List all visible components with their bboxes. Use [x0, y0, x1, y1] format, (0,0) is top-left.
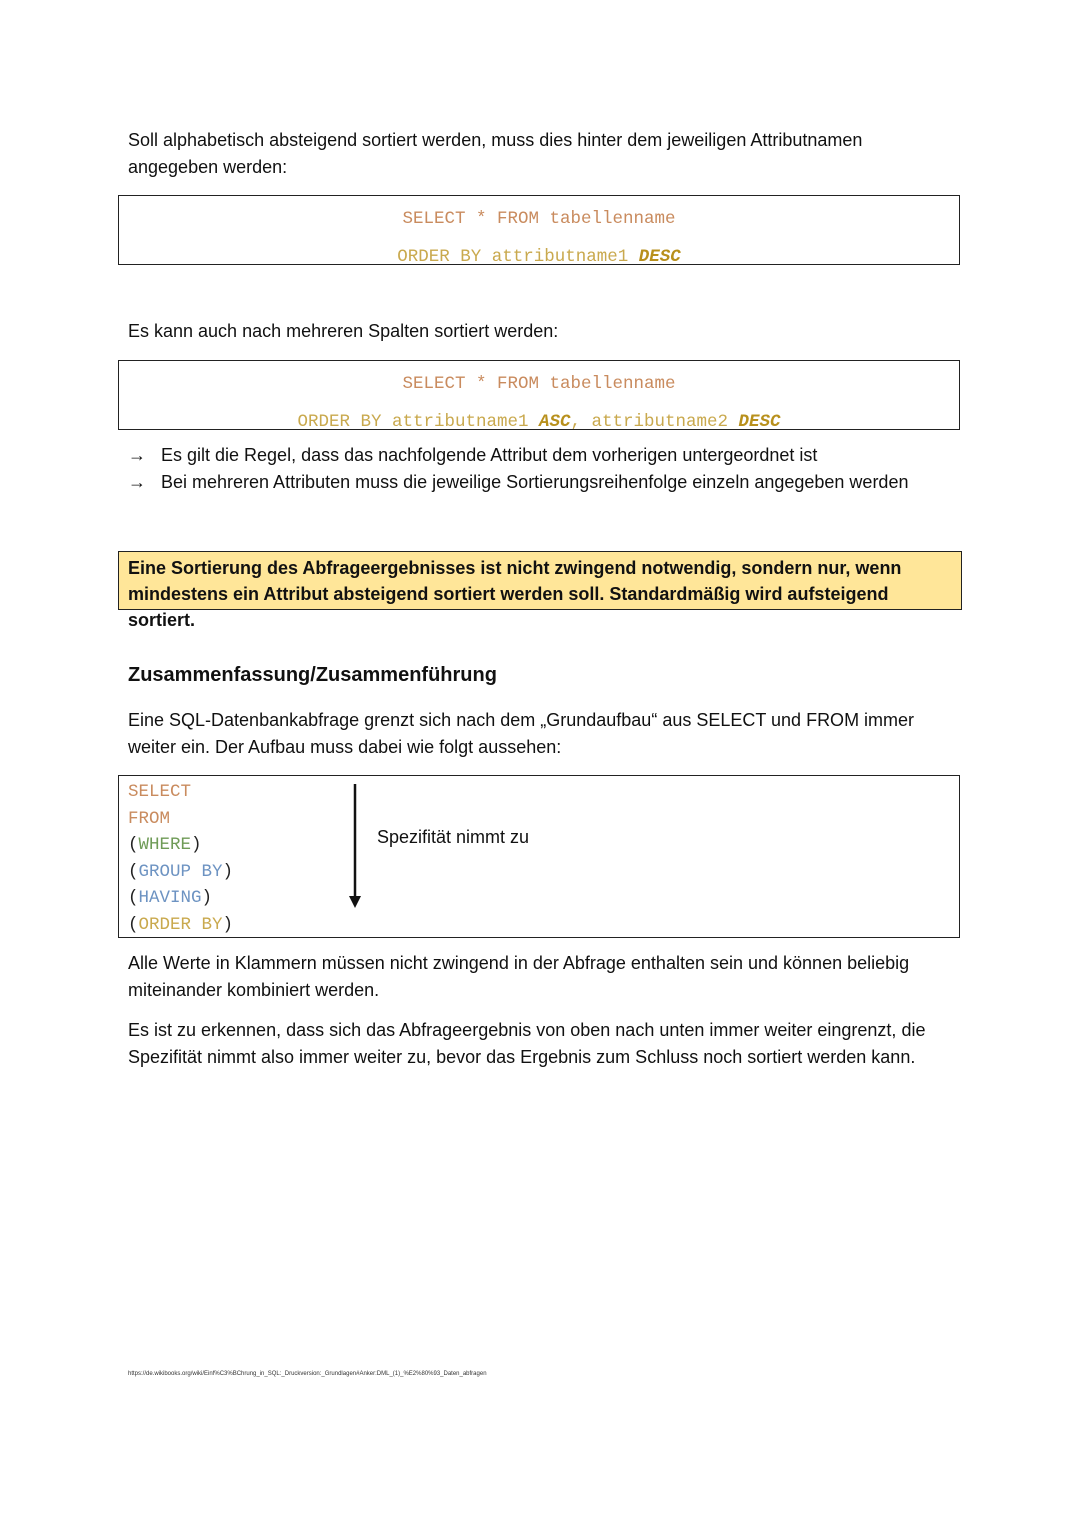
bullet-item	[128, 469, 908, 496]
code-keyword: ASC	[538, 412, 571, 432]
clause-having: (HAVING)	[128, 888, 213, 908]
code-line	[119, 238, 959, 276]
bullet-item	[128, 442, 817, 469]
code-line: SELECT * FROM tabellenname	[402, 374, 676, 394]
clause-from: FROM	[128, 808, 171, 829]
code-keyword: DESC	[738, 412, 781, 432]
code-text: ORDER BY attributname1	[297, 412, 539, 432]
clause-group-by: (GROUP BY)	[128, 861, 234, 882]
code-box-multi	[118, 360, 960, 430]
code-text: , attributname2	[570, 412, 739, 432]
down-arrow-icon	[347, 784, 363, 910]
paragraph-desc-intro: Soll alphabetisch absteigend sortiert werden, muss dies hinter dem jeweiligen Attributnamen angegeben werden:	[128, 130, 863, 177]
code-line: SELECT * FROM tabellenname	[402, 209, 676, 229]
code-box-desc	[118, 195, 960, 265]
paragraph-optional: Alle Werte in Klammern müssen nicht zwingend in der Abfrage enthalten sein und können beliebig miteinander kombiniert werden.	[128, 953, 910, 1000]
source-url[interactable]: https://de.wikibooks.org/wiki/Einf%C3%BChrung_in_SQL:_Druckversion:_Grundlagen#Anker:DML_(1)_%E2%80%93_Daten_abfragen	[128, 1371, 487, 1377]
code-text: ORDER BY attributname1	[397, 247, 639, 267]
paragraph-summary-intro: Eine SQL-Datenbankabfrage grenzt sich nach dem „Grundaufbau“ aus SELECT und FROM immer weiter ein. Der Aufbau muss dabei wie folgt aussehen:	[128, 710, 915, 757]
arrow-label: Spezifität nimmt zu	[377, 827, 530, 847]
clause-select: SELECT	[128, 782, 192, 802]
bullet-text: Bei mehreren Attributen muss die jeweilige Sortierungsreihenfolge einzeln angegeben werden	[161, 472, 909, 492]
code-keyword: DESC	[638, 247, 681, 267]
clause-order-box	[118, 775, 960, 938]
arrow-icon: →	[128, 472, 146, 492]
clause-order-by: (ORDER BY)	[128, 914, 234, 935]
clause-where: (WHERE)	[128, 835, 202, 855]
paragraph-specificity: Es ist zu erkennen, dass sich das Abfrageergebnis von oben nach unten immer weiter eingrenzt, die Spezifität nimmt also immer weiter zu, bevor das Ergebnis zum Schluss noch sortiert werden kann.	[128, 1020, 926, 1067]
arrow-icon: →	[128, 445, 146, 465]
code-line	[119, 403, 959, 441]
clause-list	[128, 779, 233, 938]
bullet-text: Es gilt die Regel, dass das nachfolgende Attribut dem vorherigen untergeordnet ist	[161, 445, 818, 465]
highlight-note: Eine Sortierung des Abfrageergebnisses ist nicht zwingend notwendig, sondern nur, wenn mindestens ein Attribut absteigend sortiert werden soll. Standardmäßig wird aufsteigend sortiert.	[118, 551, 962, 610]
paragraph-multi-intro: Es kann auch nach mehreren Spalten sortiert werden:	[128, 321, 559, 341]
section-heading: Zusammenfassung/Zusammenführung	[128, 664, 497, 686]
